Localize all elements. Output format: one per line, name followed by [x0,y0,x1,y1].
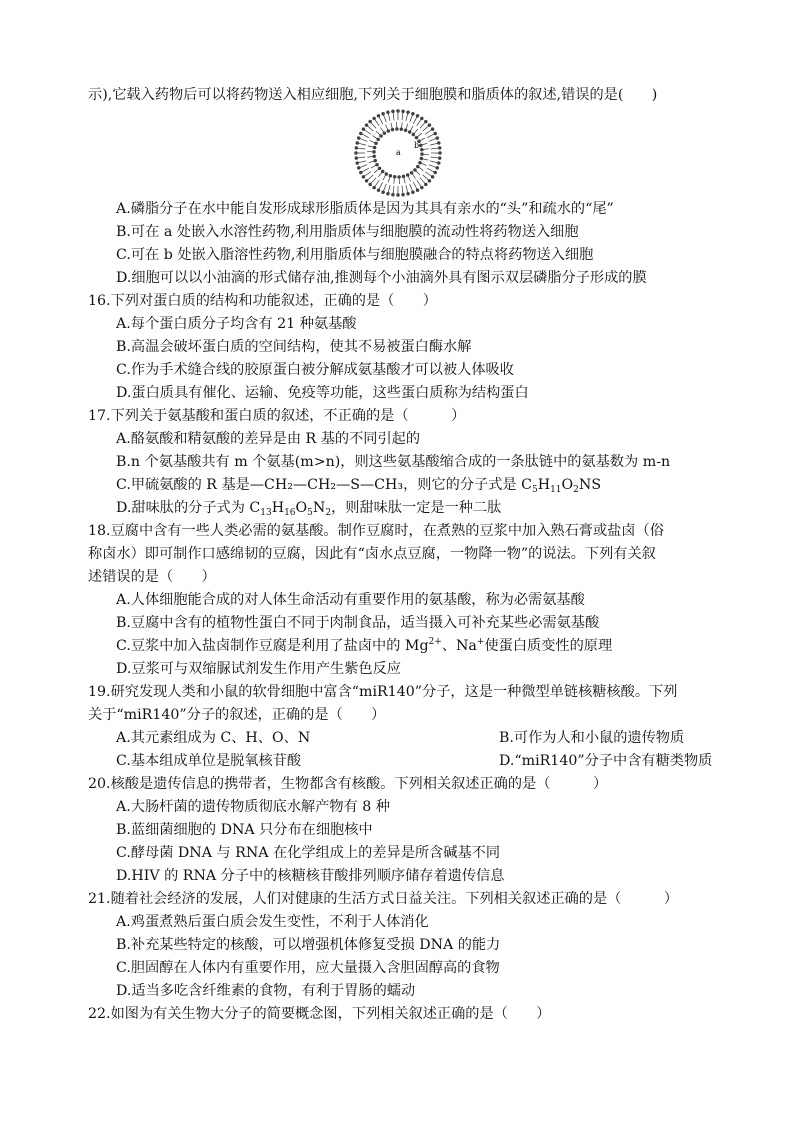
q16-option-c: C.作为手术缝合线的胶原蛋白被分解成氨基酸才可以被人体吸收 [116,362,514,378]
diagram-label-b: b [414,141,420,150]
q17-c-prefix: C.甲硫氨酸的 R 基是—CH₂—CH₂—S—CH₃，则它的分子式是 C [116,477,532,493]
q16-option-a: A.每个蛋白质分子均含有 21 种氨基酸 [116,316,357,332]
q15-option-a: A.磷脂分子在水中能自发形成球形脂质体是因为其具有亲水的“头”和疏水的“尾” [116,201,614,217]
q17-d-sub-1: 13 [260,508,272,518]
q21-option-b: B.补充某些特定的核酸，可以增强机体修复受损 DNA 的能力 [116,937,501,953]
q15-stem-tail: 示),它载入药物后可以将药物送入相应细胞,下列关于细胞膜和脂质体的叙述,错误的是( ) [88,87,658,103]
q17-c-sub-3: 2 [573,485,579,495]
q18-option-a: A.人体细胞能合成的对人体生命活动有重要作用的氨基酸，称为必需氨基酸 [116,592,585,608]
q19-options-row-2 [116,750,714,772]
q17-option-a: A.酪氨酸和精氨酸的差异是由 R 基的不同引起的 [116,431,421,447]
q18-stem-line-3: 述错误的是（ ） [88,569,216,585]
q18-stem-line-2: 称卤水）即可制作口感绵韧的豆腐，因此有“卤水点豆腐，一物降一物”的说法。下列有关叙 [88,546,656,562]
q17-stem: 17.下列关于氨基酸和蛋白质的叙述，不正确的是（ ） [88,408,466,424]
q20-stem: 20.核酸是遗传信息的携带者，生物都含有核酸。下列相关叙述正确的是（ ） [88,776,608,792]
q18-option-d: D.豆浆可与双缩脲试剂发生作用产生紫色反应 [116,661,401,677]
q19-options-row-1 [116,727,714,749]
q21-option-a: A.鸡蛋煮熟后蛋白质会发生变性，不利于人体消化 [116,914,429,930]
q18-c-sup-1: 2+ [428,637,442,647]
q21-option-d: D.适当多吃含纤维素的食物，有利于胃肠的蠕动 [116,983,416,999]
q16-option-b: B.高温会破坏蛋白质的空间结构，使其不易被蛋白酶水解 [116,339,472,355]
q17-d-prefix: D.甜味肽的分子式为 C [116,500,261,516]
q19-stem-line-1: 19.研究发现人类和小鼠的软骨细胞中富含“miR140”分子，这是一种微型单链核糖核酸。下列 [88,684,678,700]
q17-d-text-3: N [312,500,326,516]
liposome-diagram [346,108,450,198]
q17-c-sub-2: 11 [550,485,562,495]
q18-c-sup-2: + [476,637,485,647]
q20-option-a: A.大肠杆菌的遗传物质彻底水解产物有 8 种 [116,799,390,815]
q21-option-c: C.胆固醇在人体内有重要作用，应大量摄入含胆固醇高的食物 [116,960,500,976]
q20-option-d: D.HIV 的 RNA 分子中的核糖核苷酸排列顺序储存着遗传信息 [116,868,505,884]
q18-c-mid: 、Na [441,638,477,654]
q18-option-b: B.豆腐中含有的植物性蛋白不同于肉制食品，适当摄入可补充某些必需氨基酸 [116,615,600,631]
q17-option-d [116,497,714,519]
q19-option-d: D.“miR140”分子中含有糖类物质 [499,753,713,769]
q19-option-c: C.基本组成单位是脱氧核苷酸 [116,753,302,769]
q20-option-b: B.蓝细菌细胞的 DNA 只分布在细胞核中 [116,822,373,838]
q17-option-c [116,474,714,496]
q17-c-sub-1: 5 [531,485,538,495]
q17-d-sub-4: 2 [325,508,332,518]
q15-option-b: B.可在 a 处嵌入水溶性药物,利用脂质体与细胞膜的流动性将药物送入细胞 [116,224,579,240]
q18-option-c [116,635,714,657]
q22-stem: 22.如图为有关生物大分子的简要概念图，下列相关叙述正确的是（ ） [88,1006,551,1022]
q17-d-sub-3: 5 [307,508,313,518]
q17-d-text-2: O [295,500,308,516]
diagram-label-a: a [396,148,401,157]
q17-c-text-1: H [537,477,551,493]
q16-option-d: D.蛋白质具有催化、运输、免疫等功能，这些蛋白质称为结构蛋白 [116,385,529,401]
q17-c-text-2: O [561,477,574,493]
q17-d-sub-2: 16 [284,508,296,518]
q20-option-c: C.酵母菌 DNA 与 RNA 在化学组成上的差异是所含碱基不同 [116,845,501,861]
q18-c-prefix: C.豆浆中加入盐卤制作豆腐是利用了盐卤中的 Mg [116,638,429,654]
q21-stem: 21.随着社会经济的发展，人们对健康的生活方式日益关注。下列相关叙述正确的是（ ） [88,891,679,907]
q16-stem: 16.下列对蛋白质的结构和功能叙述，正确的是（ ） [88,293,437,309]
q17-d-suffix: ，则甜味肽一定是一种二肽 [331,500,502,516]
q17-c-text-3: NS [578,477,602,493]
q18-stem-line-1: 18.豆腐中含有一些人类必需的氨基酸。制作豆腐时，在煮熟的豆浆中加入熟石膏或盐卤（俗 [88,523,664,539]
q17-option-b: B.n 个氨基酸共有 m 个氨基(m>n)，则这些氨基酸缩合成的一条肽链中的氨基数为 m-n [116,454,671,470]
q19-option-a: A.其元素组成为 C、H、O、N [116,730,311,746]
q19-stem-line-2: 关于“miR140”分子的叙述，正确的是（ ） [88,707,386,723]
q18-c-suffix: 使蛋白质变性的原理 [484,638,613,654]
q17-d-text-1: H [271,500,285,516]
q15-option-d: D.细胞可以以小油滴的形式储存油,推测每个小油滴外具有图示双层磷脂分子形成的膜 [116,270,647,286]
q15-option-c: C.可在 b 处嵌入脂溶性药物,利用脂质体与细胞膜融合的特点将药物送入细胞 [116,247,594,263]
q19-option-b: B.可作为人和小鼠的遗传物质 [499,730,685,746]
